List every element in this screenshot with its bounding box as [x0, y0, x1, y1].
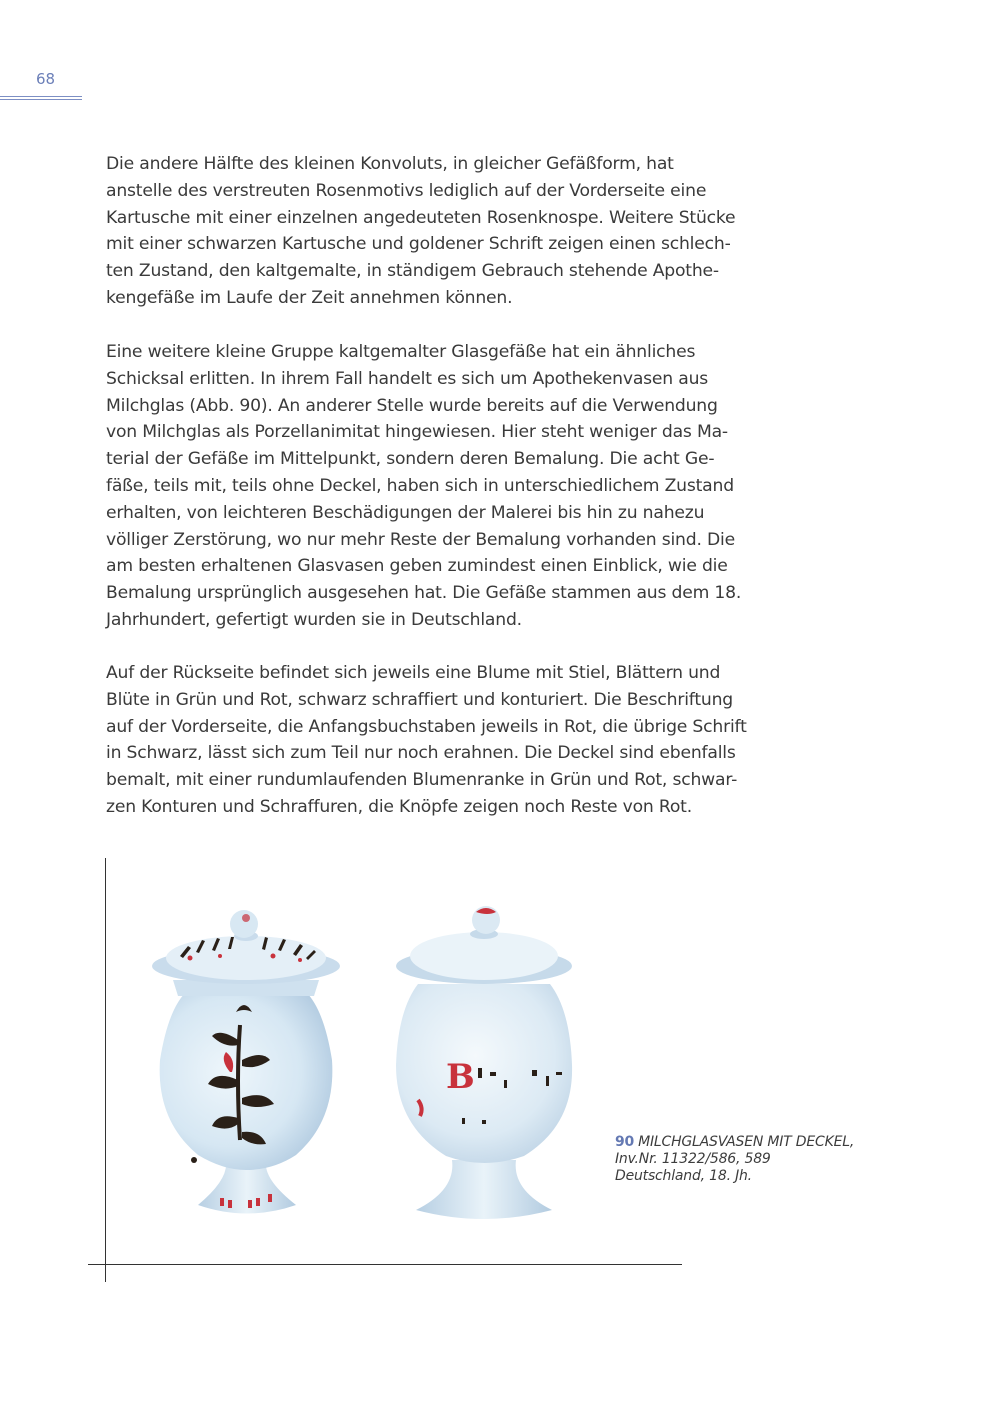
text-line: fäße, teils mit, teils ohne Deckel, haben sich in unterschiedlichem Zustand — [106, 475, 734, 496]
text-line: auf der Vorderseite, die Anfangsbuchstaben jeweils in Rot, die übrige Schrift — [106, 716, 747, 737]
figure-caption — [615, 1134, 955, 1185]
paragraph — [106, 339, 786, 634]
text-line: völliger Zerstörung, wo nur mehr Reste der Bemalung vorhanden sind. Die — [106, 529, 735, 550]
page-number: 68 — [36, 70, 56, 88]
text-line: von Milchglas als Porzellanimitat hingewiesen. Hier steht weniger das Ma- — [106, 422, 728, 443]
text-line: Schicksal erlitten. In ihrem Fall handelt es sich um Apothekenvasen aus — [106, 368, 709, 389]
text-line: zen Konturen und Schraffuren, die Knöpfe zeigen noch Reste von Rot. — [106, 796, 692, 817]
paragraph — [106, 660, 786, 821]
text-line: Kartusche mit einer einzelnen angedeuteten Rosenknospe. Weitere Stücke — [106, 207, 736, 228]
text-line: erhalten, von leichteren Beschädigungen der Malerei bis hin zu nahezu — [106, 502, 705, 523]
text-line: terial der Gefäße im Mittelpunkt, sondern deren Bemalung. Die acht Ge- — [106, 449, 715, 470]
text-line: in Schwarz, lässt sich zum Teil nur noch erahnen. Die Deckel sind ebenfalls — [106, 743, 736, 764]
paragraph — [106, 151, 786, 312]
vase-letter: B — [446, 1057, 475, 1097]
text-line: anstelle des verstreuten Rosenmotivs lediglich auf der Vorderseite eine — [106, 180, 707, 201]
text-line: ten Zustand, den kaltgemalte, in ständigem Gebrauch stehende Apothe- — [106, 261, 719, 282]
text-line: am besten erhaltenen Glasvasen geben zumindest einen Einblick, wie die — [106, 556, 728, 577]
text-line: Eine weitere kleine Gruppe kaltgemalter Glasgefäße hat ein ähnliches — [106, 342, 696, 362]
text-line: Blüte in Grün und Rot, schwarz schraffiert und konturiert. Die Beschriftung — [106, 689, 733, 710]
vase-right — [396, 906, 572, 1219]
text-line: Jahrhundert, gefertigt wurden sie in Deutschland. — [106, 609, 522, 630]
text-line: Die andere Hälfte des kleinen Konvoluts, in gleicher Gefäßform, hat — [106, 154, 674, 174]
figure-origin: Deutschland, 18. Jh. — [615, 1168, 752, 1184]
page-rule — [0, 99, 82, 100]
text-line: Auf der Rückseite befindet sich jeweils eine Blume mit Stiel, Blättern und — [106, 663, 721, 683]
text-line: Milchglas (Abb. 90). An anderer Stelle wurde bereits auf die Verwendung — [106, 395, 718, 416]
figure-frame-vertical — [105, 858, 106, 1282]
caption-title-line — [615, 1134, 955, 1151]
figure-frame-horizontal — [88, 1264, 682, 1265]
text-line: Bemalung ursprünglich ausgesehen hat. Die Gefäße stammen aus dem 18. — [106, 583, 742, 604]
figure-title: MILCHGLASVASEN MIT DECKEL, — [638, 1134, 855, 1150]
page-rule — [0, 96, 82, 97]
text-line: bemalt, mit einer rundumlaufenden Blumenranke in Grün und Rot, schwar- — [106, 770, 738, 791]
figure-photo — [128, 900, 608, 1245]
text-line: kengefäße im Laufe der Zeit annehmen können. — [106, 287, 513, 308]
figure-inventory: Inv.Nr. 11322/586, 589 — [615, 1151, 771, 1167]
figure-number: 90 — [615, 1134, 635, 1150]
text-line: mit einer schwarzen Kartusche und goldener Schrift zeigen einen schlech- — [106, 234, 731, 255]
vase-left — [152, 910, 340, 1214]
